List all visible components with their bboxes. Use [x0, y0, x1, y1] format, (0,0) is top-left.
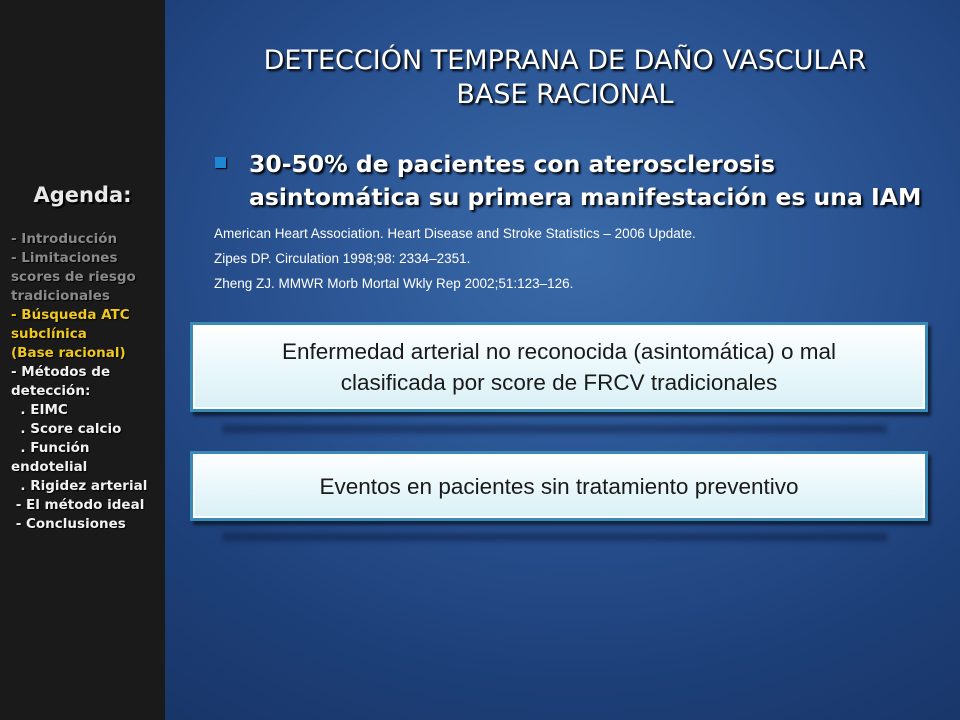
bullet-text: [249, 148, 939, 214]
agenda-item-conclusiones: - Conclusiones: [11, 516, 126, 532]
agenda-item-metodos-cont: detección:: [11, 383, 91, 399]
reference-2: Zipes DP. Circulation 1998;98: 2334–2351.: [214, 251, 471, 266]
agenda-item-limitaciones-cont2: tradicionales: [11, 288, 110, 304]
bullet-text-line-1: 30-50% de pacientes con aterosclerosis: [249, 150, 775, 178]
square-bullet-icon: [215, 157, 226, 168]
references: [214, 221, 914, 296]
agenda-list: [11, 230, 161, 534]
unrecognized-disease-line-2: clasificada por score de FRCV tradicionales: [340, 370, 778, 395]
unrecognized-disease-box: [190, 322, 928, 412]
unrecognized-disease-text: [193, 336, 925, 398]
agenda-item-score-calcio: . Score calcio: [11, 421, 122, 437]
untreated-events-text: Eventos en pacientes sin tratamiento preventivo: [319, 474, 799, 499]
unrecognized-disease-line-1: Enfermedad arterial no reconocida (asintomática) o mal: [281, 339, 837, 364]
agenda-title: Agenda:: [33, 183, 132, 207]
agenda-item-metodos: - Métodos de: [11, 364, 111, 380]
agenda-item-funcion-cont: endotelial: [11, 459, 88, 475]
agenda-item-eimc: . EIMC: [11, 402, 68, 418]
agenda-item-introduccion: - Introducción: [11, 231, 118, 247]
box-shadow-band: [222, 530, 887, 544]
slide-title: [200, 44, 930, 112]
agenda-item-base-racional: (Base racional): [11, 345, 126, 361]
bullet-text-line-2: asintomática su primera manifestación es una IAM: [249, 183, 922, 211]
agenda-sidebar: [0, 0, 165, 720]
agenda-item-funcion: . Función: [11, 440, 90, 456]
slide-title-line-2: BASE RACIONAL: [456, 79, 674, 110]
slide-title-line-1: DETECCIÓN TEMPRANA DE DAÑO VASCULAR: [263, 45, 867, 76]
reference-1: American Heart Association. Heart Disease and Stroke Statistics – 2006 Update.: [214, 226, 696, 241]
box-shadow-band: [222, 422, 887, 436]
agenda-item-limitaciones: - Limitaciones: [11, 250, 118, 266]
agenda-item-metodo-ideal: - El método ideal: [11, 497, 145, 513]
agenda-item-limitaciones-cont: scores de riesgo: [11, 269, 136, 285]
agenda-item-busqueda-atc: - Búsqueda ATC: [11, 307, 130, 323]
untreated-events-box: [190, 451, 928, 521]
agenda-item-rigidez: . Rigidez arterial: [11, 478, 148, 494]
reference-3: Zheng ZJ. MMWR Morb Mortal Wkly Rep 2002;51:123–126.: [214, 276, 574, 291]
agenda-item-busqueda-atc-cont: subclínica: [11, 326, 87, 342]
